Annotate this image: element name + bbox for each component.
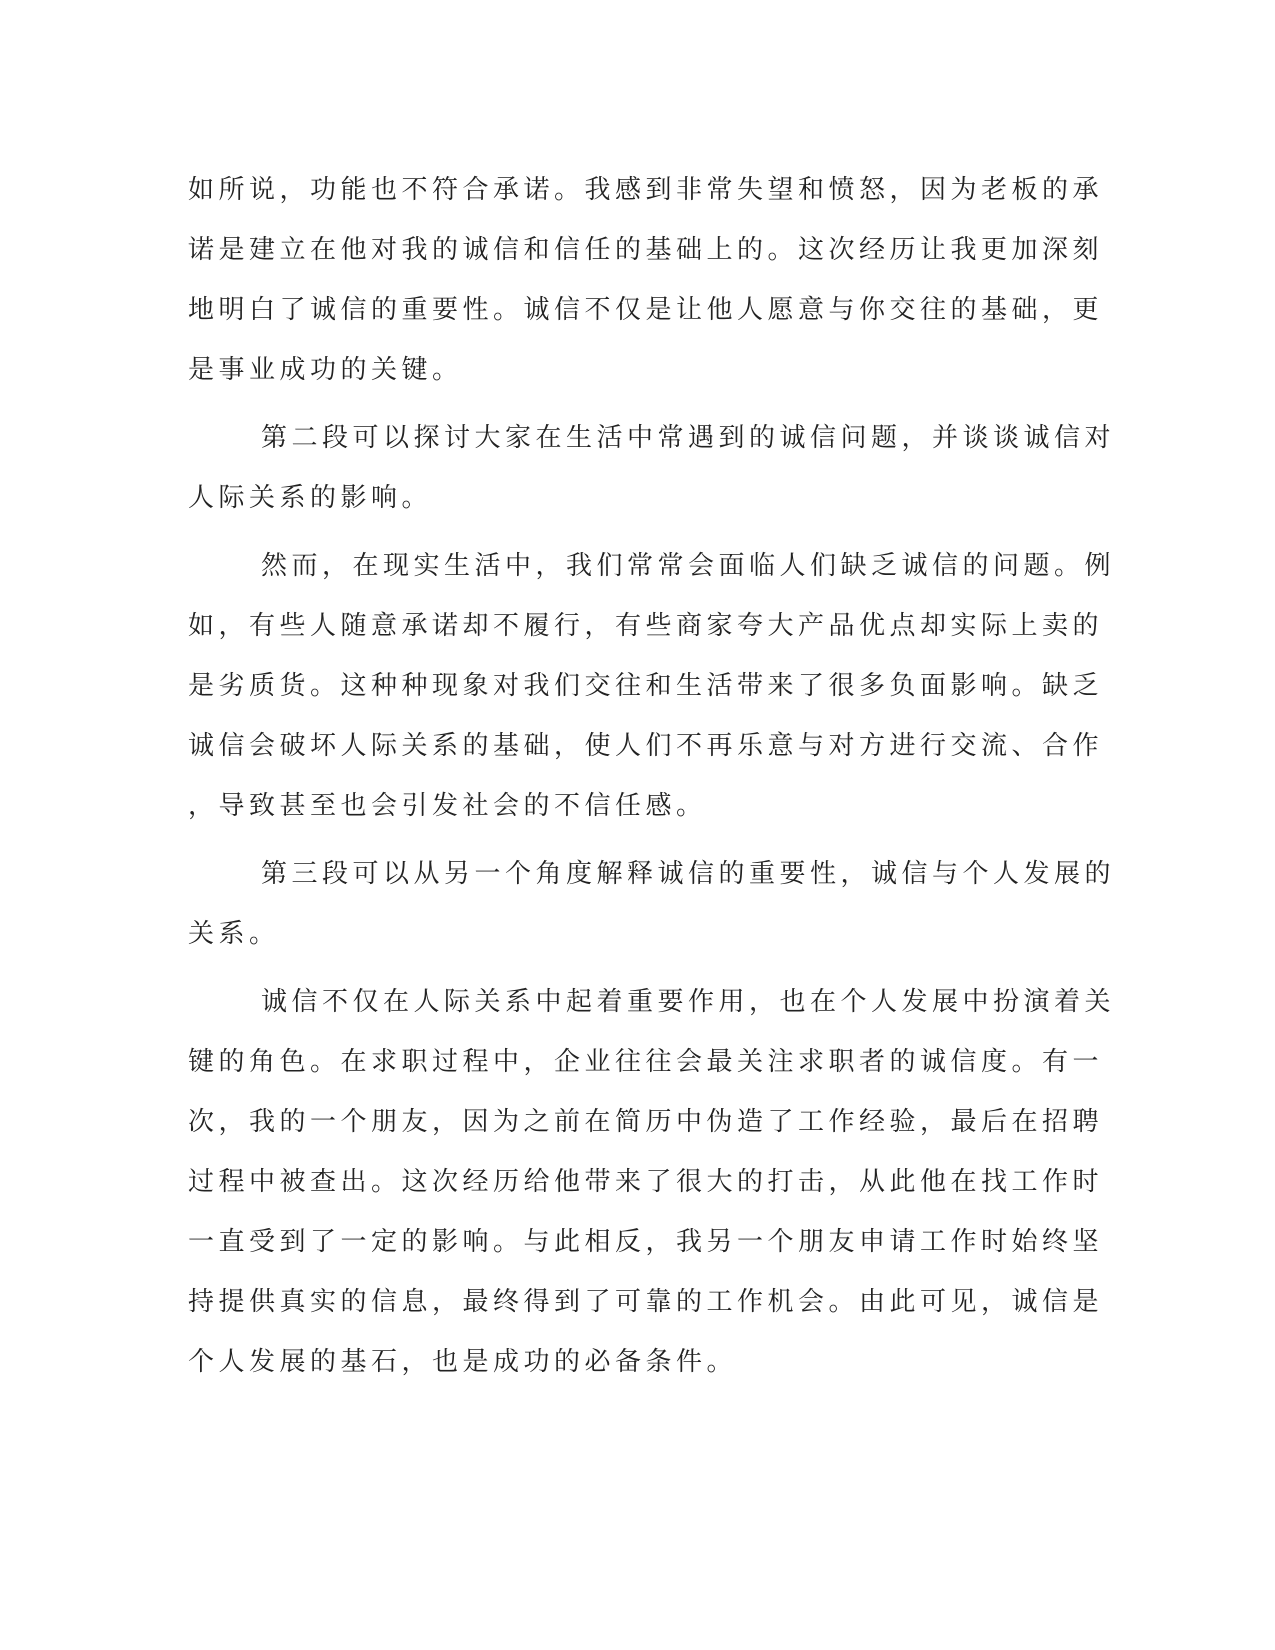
- text-line: 键的角色。在求职过程中，企业往往会最关注求职者的诚信度。有一: [188, 1047, 1104, 1077]
- text-line: 第三段可以从另一个角度解释诚信的重要性，诚信与个人发展的: [261, 859, 1116, 889]
- text-line: 诺是建立在他对我的诚信和信任的基础上的。这次经历让我更加深刻: [188, 235, 1104, 265]
- text-line: 第二段可以探讨大家在生活中常遇到的诚信问题，并谈谈诚信对: [261, 423, 1116, 453]
- text-line: ，导致甚至也会引发社会的不信任感。: [188, 791, 707, 821]
- text-line: 是劣质货。这种种现象对我们交往和生活带来了很多负面影响。缺乏: [188, 671, 1104, 701]
- paragraph-5: [188, 972, 1116, 1392]
- text-line: 地明白了诚信的重要性。诚信不仅是让他人愿意与你交往的基础，更: [188, 295, 1104, 325]
- text-line: 人际关系的影响。: [188, 483, 433, 513]
- text-line: 如，有些人随意承诺却不履行，有些商家夸大产品优点却实际上卖的: [188, 611, 1104, 641]
- text-line: 关系。: [188, 919, 280, 949]
- text-line: 个人发展的基石，也是成功的必备条件。: [188, 1347, 738, 1377]
- paragraph-1: [188, 160, 1104, 400]
- text-line: 如所说，功能也不符合承诺。我感到非常失望和愤怒，因为老板的承: [188, 175, 1104, 205]
- text-line: 次，我的一个朋友，因为之前在简历中伪造了工作经验，最后在招聘: [188, 1107, 1104, 1137]
- paragraph-4: [188, 844, 1116, 964]
- text-line: 一直受到了一定的影响。与此相反，我另一个朋友申请工作时始终坚: [188, 1227, 1104, 1257]
- text-line: 诚信不仅在人际关系中起着重要作用，也在个人发展中扮演着关: [261, 987, 1116, 1017]
- text-line: 过程中被查出。这次经历给他带来了很大的打击，从此他在找工作时: [188, 1167, 1104, 1197]
- text-line: 持提供真实的信息，最终得到了可靠的工作机会。由此可见，诚信是: [188, 1287, 1104, 1317]
- text-line: 是事业成功的关键。: [188, 355, 463, 385]
- body-text: [188, 160, 1116, 1400]
- paragraph-3: [188, 536, 1116, 836]
- text-line: 然而，在现实生活中，我们常常会面临人们缺乏诚信的问题。例: [261, 551, 1116, 581]
- paragraph-2: [188, 408, 1116, 528]
- text-line: 诚信会破坏人际关系的基础，使人们不再乐意与对方进行交流、合作: [188, 731, 1104, 761]
